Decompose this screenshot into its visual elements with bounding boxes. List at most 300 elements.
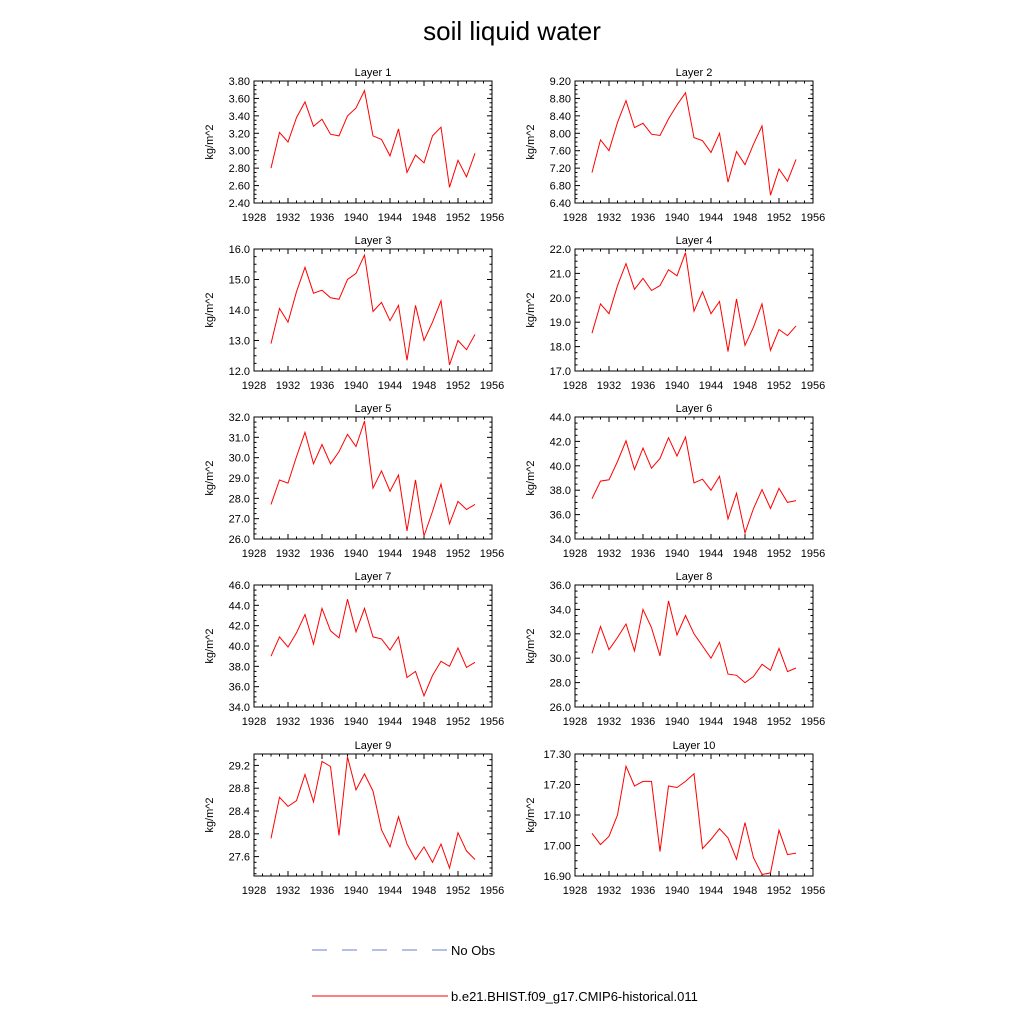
data-point	[329, 630, 331, 632]
y-tick-label: 7.20	[549, 163, 571, 176]
x-tick-label: 1936	[309, 716, 335, 728]
data-point	[608, 479, 610, 481]
data-point	[346, 433, 348, 435]
series-line	[592, 766, 796, 874]
data-point	[440, 843, 442, 845]
data-point	[278, 307, 280, 309]
data-point	[389, 319, 391, 321]
y-tick-label: 42.0	[549, 436, 571, 449]
x-tick-label: 1940	[343, 212, 369, 224]
x-tick-label: 1928	[562, 885, 588, 897]
data-point	[701, 847, 703, 849]
data-point	[616, 636, 618, 638]
data-point	[355, 445, 357, 447]
data-point	[270, 655, 272, 657]
data-point	[778, 487, 780, 489]
series-line	[592, 93, 796, 195]
data-point	[659, 134, 661, 136]
data-point	[278, 796, 280, 798]
data-point	[338, 834, 340, 836]
y-tick-label: 26.0	[549, 702, 571, 714]
x-tick-label: 1952	[766, 716, 792, 728]
data-point	[380, 138, 382, 140]
data-point	[642, 122, 644, 124]
series-line	[592, 601, 796, 683]
x-tick-label: 1948	[732, 885, 758, 897]
data-point	[363, 89, 365, 91]
panel-title: Layer 2	[675, 67, 713, 79]
data-point	[744, 344, 746, 346]
data-point	[795, 499, 797, 501]
x-tick-label: 1932	[275, 548, 301, 560]
y-tick-label: 3.60	[228, 93, 250, 106]
data-point	[346, 115, 348, 117]
x-tick-label: 1936	[630, 716, 656, 728]
data-point	[372, 487, 374, 489]
x-tick-label: 1932	[596, 716, 622, 728]
data-point	[278, 636, 280, 638]
data-point	[710, 489, 712, 491]
x-tick-label: 1940	[343, 380, 369, 392]
y-tick-label: 26.0	[228, 534, 250, 546]
data-point	[457, 831, 459, 833]
data-point	[642, 608, 644, 610]
panel-layer-10	[525, 740, 825, 897]
y-tick-label: 21.0	[549, 268, 571, 281]
x-tick-label: 1952	[766, 548, 792, 560]
y-tick-label: 14.0	[228, 305, 250, 317]
data-point	[355, 631, 357, 633]
data-point	[599, 625, 601, 627]
data-point	[633, 785, 635, 787]
data-point	[591, 498, 593, 500]
data-point	[414, 858, 416, 860]
data-point	[406, 359, 408, 361]
y-tick-label: 8.80	[549, 93, 571, 106]
data-point	[295, 800, 297, 802]
data-point	[287, 805, 289, 807]
data-point	[474, 152, 476, 154]
x-tick-label: 1948	[411, 380, 437, 392]
data-point	[448, 523, 450, 525]
y-axis-label: kg/m^2	[204, 460, 216, 496]
data-point	[321, 443, 323, 445]
x-tick-label: 1948	[732, 212, 758, 224]
x-tick-label: 1932	[596, 380, 622, 392]
data-point	[270, 342, 272, 344]
data-point	[761, 663, 763, 665]
plot-frame	[254, 754, 492, 876]
data-point	[338, 637, 340, 639]
x-tick-label: 1952	[445, 885, 471, 897]
data-point	[744, 532, 746, 534]
y-tick-label: 44.0	[549, 412, 571, 424]
data-point	[693, 633, 695, 635]
data-point	[752, 675, 754, 677]
x-tick-label: 1944	[698, 380, 724, 392]
data-point	[295, 291, 297, 293]
data-point	[457, 500, 459, 502]
data-point	[786, 334, 788, 336]
y-tick-label: 40.0	[228, 641, 250, 653]
data-point	[372, 135, 374, 137]
data-point	[727, 673, 729, 675]
data-point	[278, 479, 280, 481]
x-tick-label: 1956	[800, 548, 826, 560]
data-point	[440, 126, 442, 128]
y-axis-label: kg/m^2	[204, 797, 216, 833]
data-point	[312, 801, 314, 803]
data-point	[312, 643, 314, 645]
data-point	[795, 852, 797, 854]
data-point	[465, 508, 467, 510]
data-point	[278, 131, 280, 133]
y-tick-label: 36.0	[549, 509, 571, 522]
panel-layer-4	[525, 235, 825, 392]
data-point	[363, 420, 365, 422]
data-point	[372, 310, 374, 312]
data-point	[769, 872, 771, 874]
data-point	[735, 298, 737, 300]
data-point	[312, 292, 314, 294]
data-point	[710, 657, 712, 659]
y-tick-label: 9.20	[549, 76, 571, 88]
data-point	[389, 649, 391, 651]
data-point	[769, 194, 771, 196]
y-axis-label: kg/m^2	[525, 124, 537, 160]
x-tick-label: 1940	[664, 380, 690, 392]
data-point	[431, 135, 433, 137]
x-tick-label: 1936	[630, 380, 656, 392]
data-point	[406, 676, 408, 678]
panel-layer-9	[204, 740, 504, 897]
data-point	[710, 838, 712, 840]
y-tick-label: 30.0	[228, 452, 250, 465]
data-point	[676, 104, 678, 106]
data-point	[295, 632, 297, 634]
y-tick-label: 18.0	[549, 341, 571, 354]
y-tick-label: 17.10	[543, 810, 571, 822]
data-point	[693, 310, 695, 312]
data-point	[431, 321, 433, 323]
y-tick-label: 7.60	[549, 145, 571, 158]
data-point	[650, 780, 652, 782]
plot-frame	[575, 81, 813, 203]
x-tick-label: 1956	[800, 885, 826, 897]
panel-title: Layer 7	[354, 571, 392, 583]
data-point	[795, 158, 797, 160]
data-point	[676, 455, 678, 457]
y-tick-label: 13.0	[228, 335, 250, 348]
data-point	[423, 162, 425, 164]
y-tick-label: 8.40	[549, 110, 571, 123]
y-tick-label: 36.0	[549, 580, 571, 592]
data-point	[608, 312, 610, 314]
x-tick-label: 1944	[698, 716, 724, 728]
data-point	[346, 756, 348, 758]
x-tick-label: 1932	[596, 212, 622, 224]
data-point	[321, 607, 323, 609]
y-tick-label: 20.0	[549, 292, 571, 305]
panel-layer-6	[525, 403, 825, 560]
data-point	[735, 492, 737, 494]
x-tick-label: 1944	[698, 212, 724, 224]
data-point	[474, 858, 476, 860]
series-line	[271, 255, 475, 365]
y-tick-label: 46.0	[228, 580, 250, 592]
panel-title: Layer 3	[354, 235, 392, 247]
y-tick-label: 3.00	[228, 145, 250, 158]
x-tick-label: 1944	[377, 885, 403, 897]
data-point	[329, 463, 331, 465]
data-point	[406, 171, 408, 173]
data-point	[457, 647, 459, 649]
x-tick-label: 1952	[766, 885, 792, 897]
x-tick-label: 1948	[411, 212, 437, 224]
y-axis-label: kg/m^2	[204, 124, 216, 160]
data-point	[414, 479, 416, 481]
y-tick-label: 40.0	[549, 460, 571, 473]
data-point	[701, 645, 703, 647]
data-point	[684, 614, 686, 616]
x-tick-label: 1940	[343, 885, 369, 897]
data-point	[778, 647, 780, 649]
data-point	[397, 128, 399, 130]
data-point	[676, 634, 678, 636]
data-point	[346, 598, 348, 600]
x-tick-label: 1948	[732, 548, 758, 560]
y-tick-label: 31.0	[228, 432, 250, 445]
x-tick-label: 1956	[800, 212, 826, 224]
series-line	[592, 253, 796, 352]
data-point	[761, 488, 763, 490]
data-point	[457, 339, 459, 341]
x-tick-label: 1936	[630, 548, 656, 560]
x-tick-label: 1944	[377, 716, 403, 728]
data-point	[423, 695, 425, 697]
legend-model-label: b.e21.BHIST.f09_g17.CMIP6-historical.011	[451, 989, 698, 1004]
x-tick-label: 1940	[343, 548, 369, 560]
panel-layer-7	[204, 571, 504, 728]
y-axis-label: kg/m^2	[204, 628, 216, 664]
x-tick-label: 1932	[275, 380, 301, 392]
data-point	[397, 474, 399, 476]
x-tick-label: 1928	[241, 716, 267, 728]
data-point	[650, 467, 652, 469]
data-point	[304, 101, 306, 103]
data-point	[599, 139, 601, 141]
data-point	[448, 186, 450, 188]
x-tick-label: 1940	[664, 212, 690, 224]
data-point	[608, 835, 610, 837]
y-tick-label: 22.0	[549, 244, 571, 256]
panel-title: Layer 4	[675, 235, 713, 247]
data-point	[684, 436, 686, 438]
data-point	[591, 171, 593, 173]
x-tick-label: 1940	[664, 548, 690, 560]
data-point	[769, 507, 771, 509]
data-point	[423, 846, 425, 848]
y-tick-label: 3.80	[228, 76, 250, 88]
data-point	[406, 843, 408, 845]
data-point	[650, 289, 652, 291]
data-point	[338, 450, 340, 452]
data-point	[718, 132, 720, 134]
panel-layer-1	[204, 67, 504, 224]
y-tick-label: 3.40	[228, 110, 250, 123]
data-point	[440, 660, 442, 662]
data-point	[761, 303, 763, 305]
data-point	[295, 455, 297, 457]
data-point	[355, 789, 357, 791]
y-tick-label: 28.4	[228, 806, 250, 819]
data-point	[312, 463, 314, 465]
figure-title: soil liquid water	[423, 16, 601, 46]
data-point	[667, 118, 669, 120]
y-tick-label: 42.0	[228, 620, 250, 633]
data-point	[735, 674, 737, 676]
data-point	[778, 168, 780, 170]
data-point	[448, 867, 450, 869]
x-tick-label: 1944	[377, 548, 403, 560]
data-point	[769, 669, 771, 671]
data-point	[761, 873, 763, 875]
series-line	[271, 599, 475, 696]
y-axis-label: kg/m^2	[525, 797, 537, 833]
data-point	[312, 125, 314, 127]
data-point	[659, 457, 661, 459]
data-point	[727, 350, 729, 352]
x-tick-label: 1928	[241, 380, 267, 392]
panel-title: Layer 9	[354, 740, 392, 752]
data-point	[465, 176, 467, 178]
panel-title: Layer 1	[354, 67, 392, 79]
data-point	[769, 349, 771, 351]
data-point	[633, 650, 635, 652]
data-point	[270, 837, 272, 839]
data-point	[304, 431, 306, 433]
data-point	[465, 348, 467, 350]
data-point	[735, 858, 737, 860]
data-point	[397, 636, 399, 638]
series-line	[271, 757, 475, 868]
data-point	[372, 790, 374, 792]
data-point	[752, 507, 754, 509]
y-tick-label: 38.0	[228, 661, 250, 674]
data-point	[710, 312, 712, 314]
y-tick-label: 16.90	[543, 871, 571, 883]
x-tick-label: 1944	[698, 548, 724, 560]
data-point	[625, 623, 627, 625]
x-tick-label: 1956	[479, 212, 505, 224]
data-point	[287, 646, 289, 648]
panel-layer-8	[525, 571, 825, 728]
data-point	[474, 661, 476, 663]
data-point	[363, 773, 365, 775]
x-tick-label: 1956	[479, 548, 505, 560]
data-point	[355, 272, 357, 274]
data-point	[761, 125, 763, 127]
y-tick-label: 34.0	[549, 534, 571, 546]
y-tick-label: 27.0	[228, 513, 250, 526]
data-point	[650, 627, 652, 629]
data-point	[795, 667, 797, 669]
y-tick-label: 17.30	[543, 749, 571, 761]
data-point	[591, 832, 593, 834]
y-tick-label: 17.0	[549, 366, 571, 378]
x-tick-label: 1928	[241, 212, 267, 224]
x-tick-label: 1928	[562, 212, 588, 224]
data-point	[287, 141, 289, 143]
data-point	[727, 518, 729, 520]
plot-frame	[575, 754, 813, 876]
x-tick-label: 1932	[596, 885, 622, 897]
y-tick-label: 36.0	[228, 681, 250, 694]
x-tick-label: 1952	[445, 716, 471, 728]
data-point	[786, 501, 788, 503]
panel-title: Layer 6	[675, 403, 713, 415]
data-point	[457, 159, 459, 161]
series-line	[592, 437, 796, 533]
data-point	[338, 298, 340, 300]
plot-frame	[254, 585, 492, 707]
data-point	[608, 648, 610, 650]
data-point	[448, 665, 450, 667]
y-tick-label: 34.0	[549, 604, 571, 617]
y-tick-label: 29.0	[228, 473, 250, 485]
x-tick-label: 1940	[664, 716, 690, 728]
y-axis-label: kg/m^2	[525, 460, 537, 496]
y-tick-label: 6.40	[549, 198, 571, 210]
x-tick-label: 1932	[275, 716, 301, 728]
data-point	[676, 275, 678, 277]
x-tick-label: 1948	[411, 548, 437, 560]
data-point	[625, 440, 627, 442]
x-tick-label: 1928	[241, 885, 267, 897]
data-point	[329, 297, 331, 299]
series-line	[271, 421, 475, 536]
data-point	[744, 821, 746, 823]
x-tick-label: 1952	[445, 212, 471, 224]
data-point	[616, 460, 618, 462]
data-point	[474, 333, 476, 335]
x-tick-label: 1936	[630, 212, 656, 224]
data-point	[423, 339, 425, 341]
panel-title: Layer 8	[675, 571, 713, 583]
plot-frame	[254, 81, 492, 203]
panel-layer-2	[525, 67, 825, 224]
data-point	[735, 150, 737, 152]
x-tick-label: 1936	[309, 380, 335, 392]
x-tick-label: 1956	[479, 716, 505, 728]
x-tick-label: 1956	[479, 380, 505, 392]
data-point	[650, 133, 652, 135]
x-tick-label: 1948	[732, 716, 758, 728]
x-tick-label: 1936	[309, 212, 335, 224]
data-point	[591, 332, 593, 334]
data-point	[778, 328, 780, 330]
data-point	[684, 251, 686, 253]
data-point	[667, 437, 669, 439]
y-tick-label: 6.80	[549, 180, 571, 193]
data-point	[633, 126, 635, 128]
x-tick-label: 1928	[562, 716, 588, 728]
panels	[204, 67, 825, 897]
x-tick-label: 1948	[732, 380, 758, 392]
data-point	[616, 121, 618, 123]
y-tick-label: 8.00	[549, 128, 571, 141]
data-point	[591, 652, 593, 654]
